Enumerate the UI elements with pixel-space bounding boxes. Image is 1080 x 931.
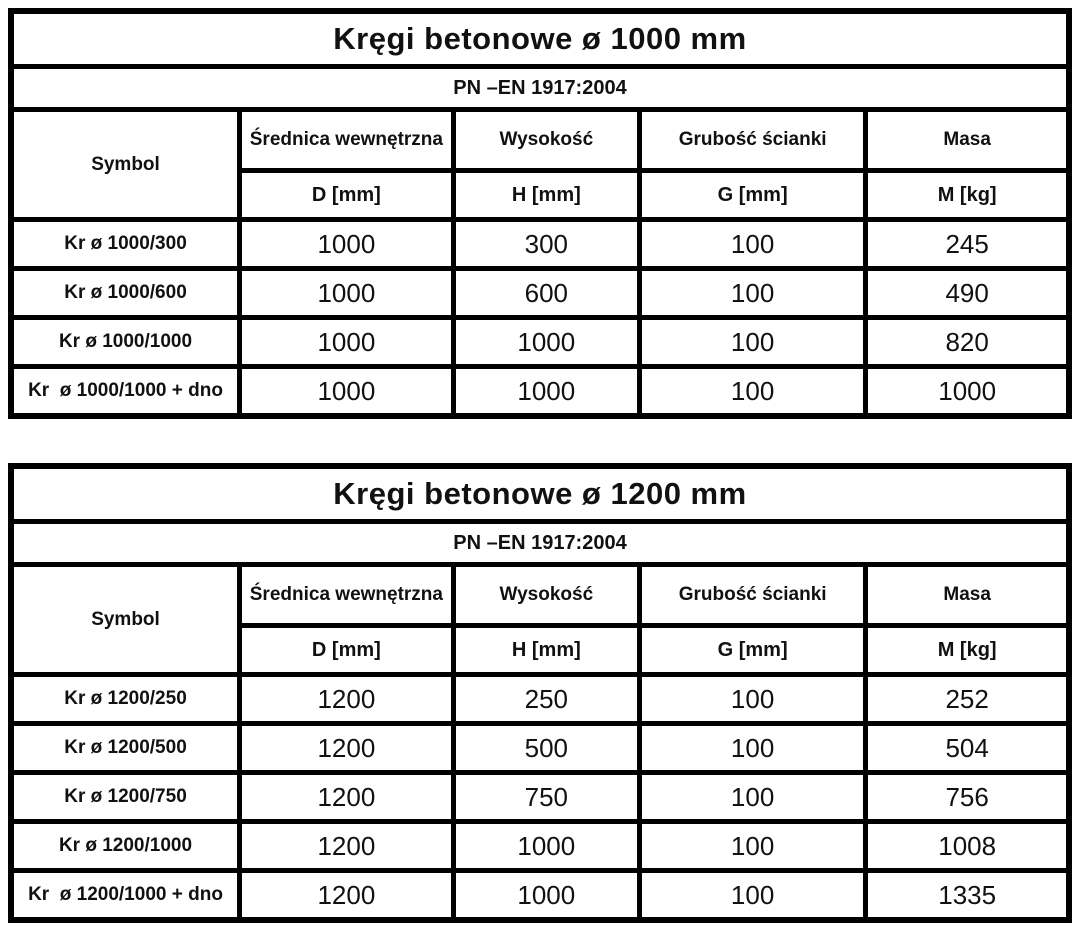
column-unit: M [kg] (866, 171, 1069, 220)
cell-h: 1000 (453, 367, 639, 417)
column-header: Średnica wewnętrzna (240, 565, 454, 626)
standard-label: PN –EN 1917:2004 (11, 67, 1069, 110)
cell-symbol: Kr ø 1200/1000 + dno (11, 871, 240, 921)
symbol-column-header: Symbol (11, 565, 240, 675)
title-row (11, 466, 1069, 522)
cell-symbol: Kr ø 1000/1000 (11, 318, 240, 367)
cell-g: 100 (639, 724, 865, 773)
column-unit: G [mm] (639, 171, 865, 220)
cell-h: 250 (453, 675, 639, 724)
cell-d: 1200 (240, 871, 454, 921)
cell-symbol: Kr ø 1200/500 (11, 724, 240, 773)
cell-symbol: Kr ø 1000/1000 + dno (11, 367, 240, 417)
column-header: Wysokość (453, 565, 639, 626)
cell-d: 1000 (240, 220, 454, 269)
cell-m: 245 (866, 220, 1069, 269)
cell-m: 1008 (866, 822, 1069, 871)
column-unit: H [mm] (453, 171, 639, 220)
cell-symbol: Kr ø 1200/750 (11, 773, 240, 822)
cell-d: 1000 (240, 269, 454, 318)
column-unit: D [mm] (240, 171, 454, 220)
table-row (11, 724, 1069, 773)
column-unit: G [mm] (639, 626, 865, 675)
cell-h: 1000 (453, 822, 639, 871)
table-body (11, 220, 1069, 417)
header-row (11, 110, 1069, 171)
table-body (11, 675, 1069, 921)
column-header: Masa (866, 110, 1069, 171)
title-row (11, 11, 1069, 67)
cell-m: 756 (866, 773, 1069, 822)
cell-symbol: Kr ø 1000/600 (11, 269, 240, 318)
table-row (11, 269, 1069, 318)
cell-h: 1000 (453, 871, 639, 921)
cell-m: 820 (866, 318, 1069, 367)
table-row (11, 822, 1069, 871)
column-header: Grubość ścianki (639, 110, 865, 171)
cell-d: 1000 (240, 318, 454, 367)
cell-h: 750 (453, 773, 639, 822)
cell-d: 1200 (240, 773, 454, 822)
cell-m: 1335 (866, 871, 1069, 921)
cell-h: 300 (453, 220, 639, 269)
column-header: Grubość ścianki (639, 565, 865, 626)
cell-g: 100 (639, 269, 865, 318)
table-row (11, 318, 1069, 367)
cell-h: 1000 (453, 318, 639, 367)
header-row (11, 565, 1069, 626)
cell-d: 1200 (240, 724, 454, 773)
column-header: Masa (866, 565, 1069, 626)
table-row (11, 220, 1069, 269)
table-row (11, 367, 1069, 417)
cell-m: 504 (866, 724, 1069, 773)
table-row (11, 675, 1069, 724)
cell-g: 100 (639, 822, 865, 871)
cell-m: 252 (866, 675, 1069, 724)
cell-d: 1200 (240, 675, 454, 724)
cell-h: 500 (453, 724, 639, 773)
symbol-column-header: Symbol (11, 110, 240, 220)
cell-m: 1000 (866, 367, 1069, 417)
column-header: Średnica wewnętrzna (240, 110, 454, 171)
standard-label: PN –EN 1917:2004 (11, 522, 1069, 565)
cell-symbol: Kr ø 1000/300 (11, 220, 240, 269)
column-header: Wysokość (453, 110, 639, 171)
cell-g: 100 (639, 675, 865, 724)
table-row (11, 773, 1069, 822)
cell-d: 1200 (240, 822, 454, 871)
cell-m: 490 (866, 269, 1069, 318)
cell-g: 100 (639, 773, 865, 822)
table-title: Kręgi betonowe ø 1200 mm (11, 466, 1069, 522)
cell-symbol: Kr ø 1200/1000 (11, 822, 240, 871)
cell-g: 100 (639, 367, 865, 417)
table-row (11, 871, 1069, 921)
cell-h: 600 (453, 269, 639, 318)
column-unit: D [mm] (240, 626, 454, 675)
standard-row (11, 522, 1069, 565)
standard-row (11, 67, 1069, 110)
concrete-rings-table (8, 8, 1072, 419)
cell-g: 100 (639, 318, 865, 367)
cell-g: 100 (639, 871, 865, 921)
cell-symbol: Kr ø 1200/250 (11, 675, 240, 724)
cell-g: 100 (639, 220, 865, 269)
concrete-rings-table (8, 463, 1072, 923)
table-title: Kręgi betonowe ø 1000 mm (11, 11, 1069, 67)
column-unit: H [mm] (453, 626, 639, 675)
cell-d: 1000 (240, 367, 454, 417)
column-unit: M [kg] (866, 626, 1069, 675)
